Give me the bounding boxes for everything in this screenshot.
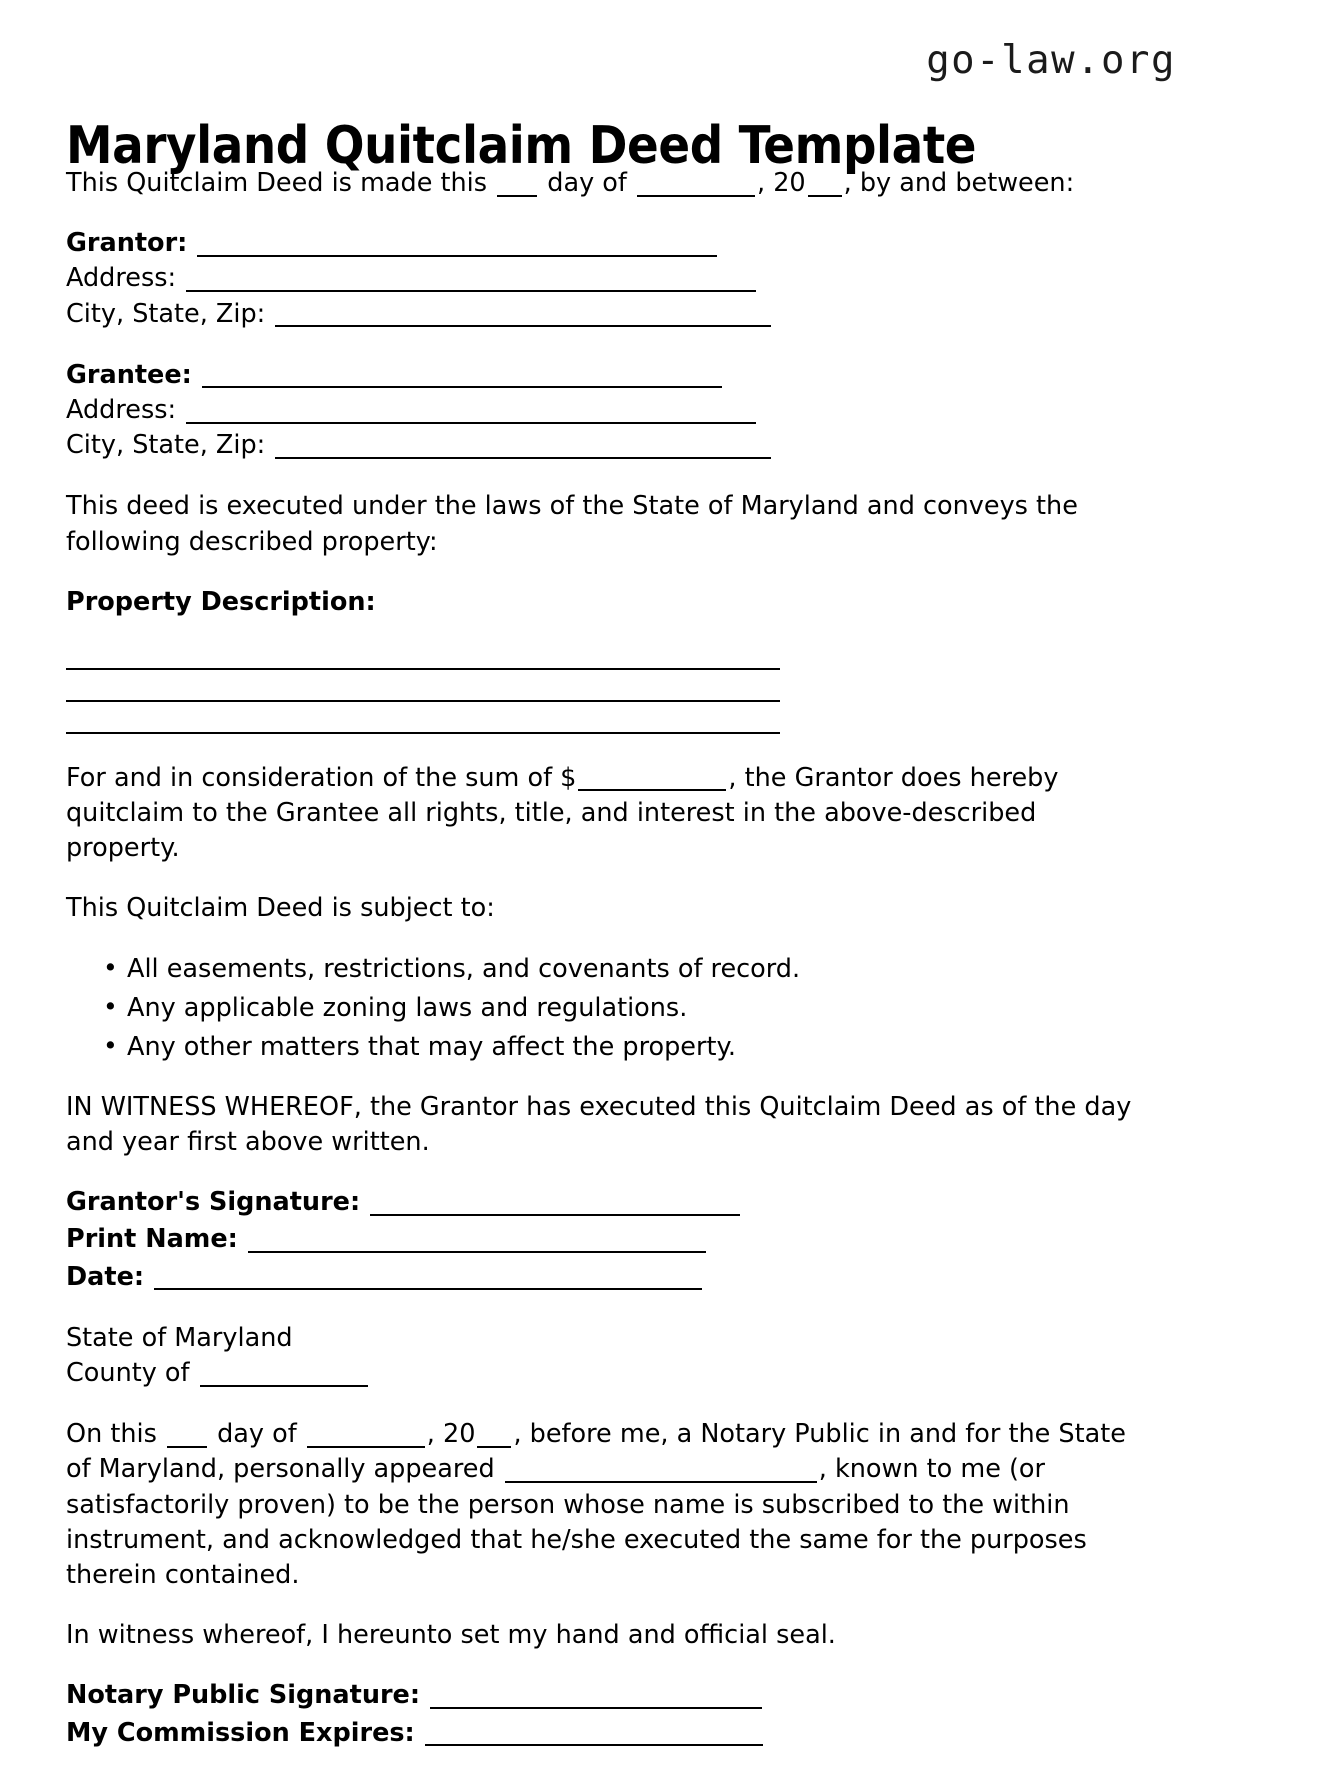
grantor-csz-field[interactable] bbox=[275, 301, 771, 327]
commission-expires-row bbox=[66, 1716, 1136, 1751]
subject-to-heading: This Quitclaim Deed is subject to: bbox=[66, 893, 495, 924]
property-description-line-3[interactable] bbox=[66, 702, 780, 734]
list-item: • Any applicable zoning laws and regulations. bbox=[127, 991, 1136, 1025]
month-fill-field[interactable] bbox=[637, 170, 755, 196]
day-fill-field[interactable] bbox=[497, 170, 537, 196]
grantor-csz-label: City, State, Zip: bbox=[66, 298, 266, 329]
print-name-field[interactable] bbox=[248, 1227, 706, 1253]
signature-date-row bbox=[66, 1260, 1136, 1295]
state-line: State of Maryland bbox=[66, 1322, 293, 1353]
county-label: County of bbox=[66, 1358, 190, 1389]
ack-text-a: On this bbox=[66, 1419, 157, 1450]
county-row bbox=[66, 1356, 1136, 1391]
grantor-name-field[interactable] bbox=[197, 231, 717, 257]
ack-text-b: day of bbox=[217, 1419, 297, 1450]
intro-text-c: , 20 bbox=[756, 168, 806, 198]
intro-text-a: This Quitclaim Deed is made this bbox=[66, 168, 488, 198]
grantee-name-row bbox=[66, 358, 1136, 393]
notary-acknowledgment bbox=[66, 1417, 1136, 1593]
intro-text-d: , by and between: bbox=[843, 168, 1075, 198]
ack-appearer-name-field[interactable] bbox=[505, 1457, 817, 1483]
consideration-paragraph bbox=[66, 761, 1136, 867]
ack-text-e: , known to me (or satisfactorily proven) to be the person whose name is subscribed to the within instrument, and acknowledged that he/she executed the same for the purposes therein contained. bbox=[66, 1454, 1087, 1590]
execution-clause: This deed is executed under the laws of the State of Maryland and conveys the following described property: bbox=[66, 491, 1078, 557]
ack-year-field[interactable] bbox=[477, 1422, 511, 1448]
notary-signature-label: Notary Public Signature: bbox=[66, 1680, 421, 1711]
property-description-lines bbox=[66, 638, 1136, 734]
grantor-address-row bbox=[66, 261, 1136, 296]
site-watermark: go-law.org bbox=[926, 38, 1176, 83]
property-description-heading: Property Description: bbox=[66, 586, 376, 617]
page-title: Maryland Quitclaim Deed Template bbox=[66, 115, 977, 176]
county-field[interactable] bbox=[200, 1360, 368, 1386]
list-item: • All easements, restrictions, and covenants of record. bbox=[127, 952, 1136, 986]
grantor-label: Grantor: bbox=[66, 228, 188, 259]
grantee-csz-row bbox=[66, 428, 1136, 463]
document-body bbox=[66, 166, 1136, 1777]
list-item: • Any other matters that may affect the property. bbox=[127, 1030, 1136, 1064]
consideration-text-a: For and in consideration of the sum of $ bbox=[66, 762, 577, 793]
seal-clause: In witness whereof, I hereunto set my hand and official seal. bbox=[66, 1620, 836, 1651]
grantor-signature-block bbox=[66, 1185, 1136, 1295]
year-fill-field[interactable] bbox=[808, 170, 842, 196]
notary-signature-field[interactable] bbox=[430, 1683, 762, 1709]
grantee-label: Grantee: bbox=[66, 359, 192, 390]
commission-expires-label: My Commission Expires: bbox=[66, 1717, 415, 1748]
grantee-address-field[interactable] bbox=[186, 397, 756, 423]
consideration-amount-field[interactable] bbox=[578, 765, 726, 791]
date-label: Date: bbox=[66, 1261, 145, 1292]
property-description-line-2[interactable] bbox=[66, 670, 780, 702]
notary-venue-block bbox=[66, 1321, 1136, 1391]
subject-to-list bbox=[66, 952, 1136, 1065]
grantor-csz-row bbox=[66, 297, 1136, 332]
ack-month-field[interactable] bbox=[307, 1422, 425, 1448]
ack-day-field[interactable] bbox=[167, 1422, 207, 1448]
intro-paragraph bbox=[66, 166, 1136, 201]
print-name-label: Print Name: bbox=[66, 1224, 238, 1255]
grantor-name-row bbox=[66, 226, 1136, 261]
grantee-address-label: Address: bbox=[66, 394, 177, 425]
commission-expires-field[interactable] bbox=[425, 1720, 763, 1746]
notary-signature-block bbox=[66, 1678, 1136, 1750]
signature-date-field[interactable] bbox=[154, 1264, 702, 1290]
grantee-name-field[interactable] bbox=[202, 362, 722, 388]
grantee-csz-label: City, State, Zip: bbox=[66, 430, 266, 461]
notary-signature-row bbox=[66, 1678, 1136, 1713]
grantor-signature-field[interactable] bbox=[370, 1190, 740, 1216]
witness-clause: IN WITNESS WHEREOF, the Grantor has executed this Quitclaim Deed as of the day and year first above written. bbox=[66, 1091, 1132, 1158]
grantee-block bbox=[66, 358, 1136, 464]
grantor-signature-label: Grantor's Signature: bbox=[66, 1187, 361, 1218]
grantor-address-label: Address: bbox=[66, 263, 177, 294]
property-description-line-1[interactable] bbox=[66, 638, 780, 670]
consideration-text-b: , the Grantor does hereby quitclaim to the Grantee all rights, title, and interest in the above-described property. bbox=[66, 762, 1059, 864]
ack-text-d: , before me, a Notary Public in and for the State of Maryland, personally appeared bbox=[66, 1419, 1126, 1485]
grantor-block bbox=[66, 226, 1136, 332]
intro-text-b: day of bbox=[547, 168, 627, 198]
print-name-row bbox=[66, 1222, 1136, 1257]
grantee-csz-field[interactable] bbox=[275, 433, 771, 459]
ack-text-c: , 20 bbox=[426, 1419, 476, 1450]
grantor-address-field[interactable] bbox=[186, 266, 756, 292]
grantor-signature-row bbox=[66, 1185, 1136, 1220]
grantee-address-row bbox=[66, 393, 1136, 428]
